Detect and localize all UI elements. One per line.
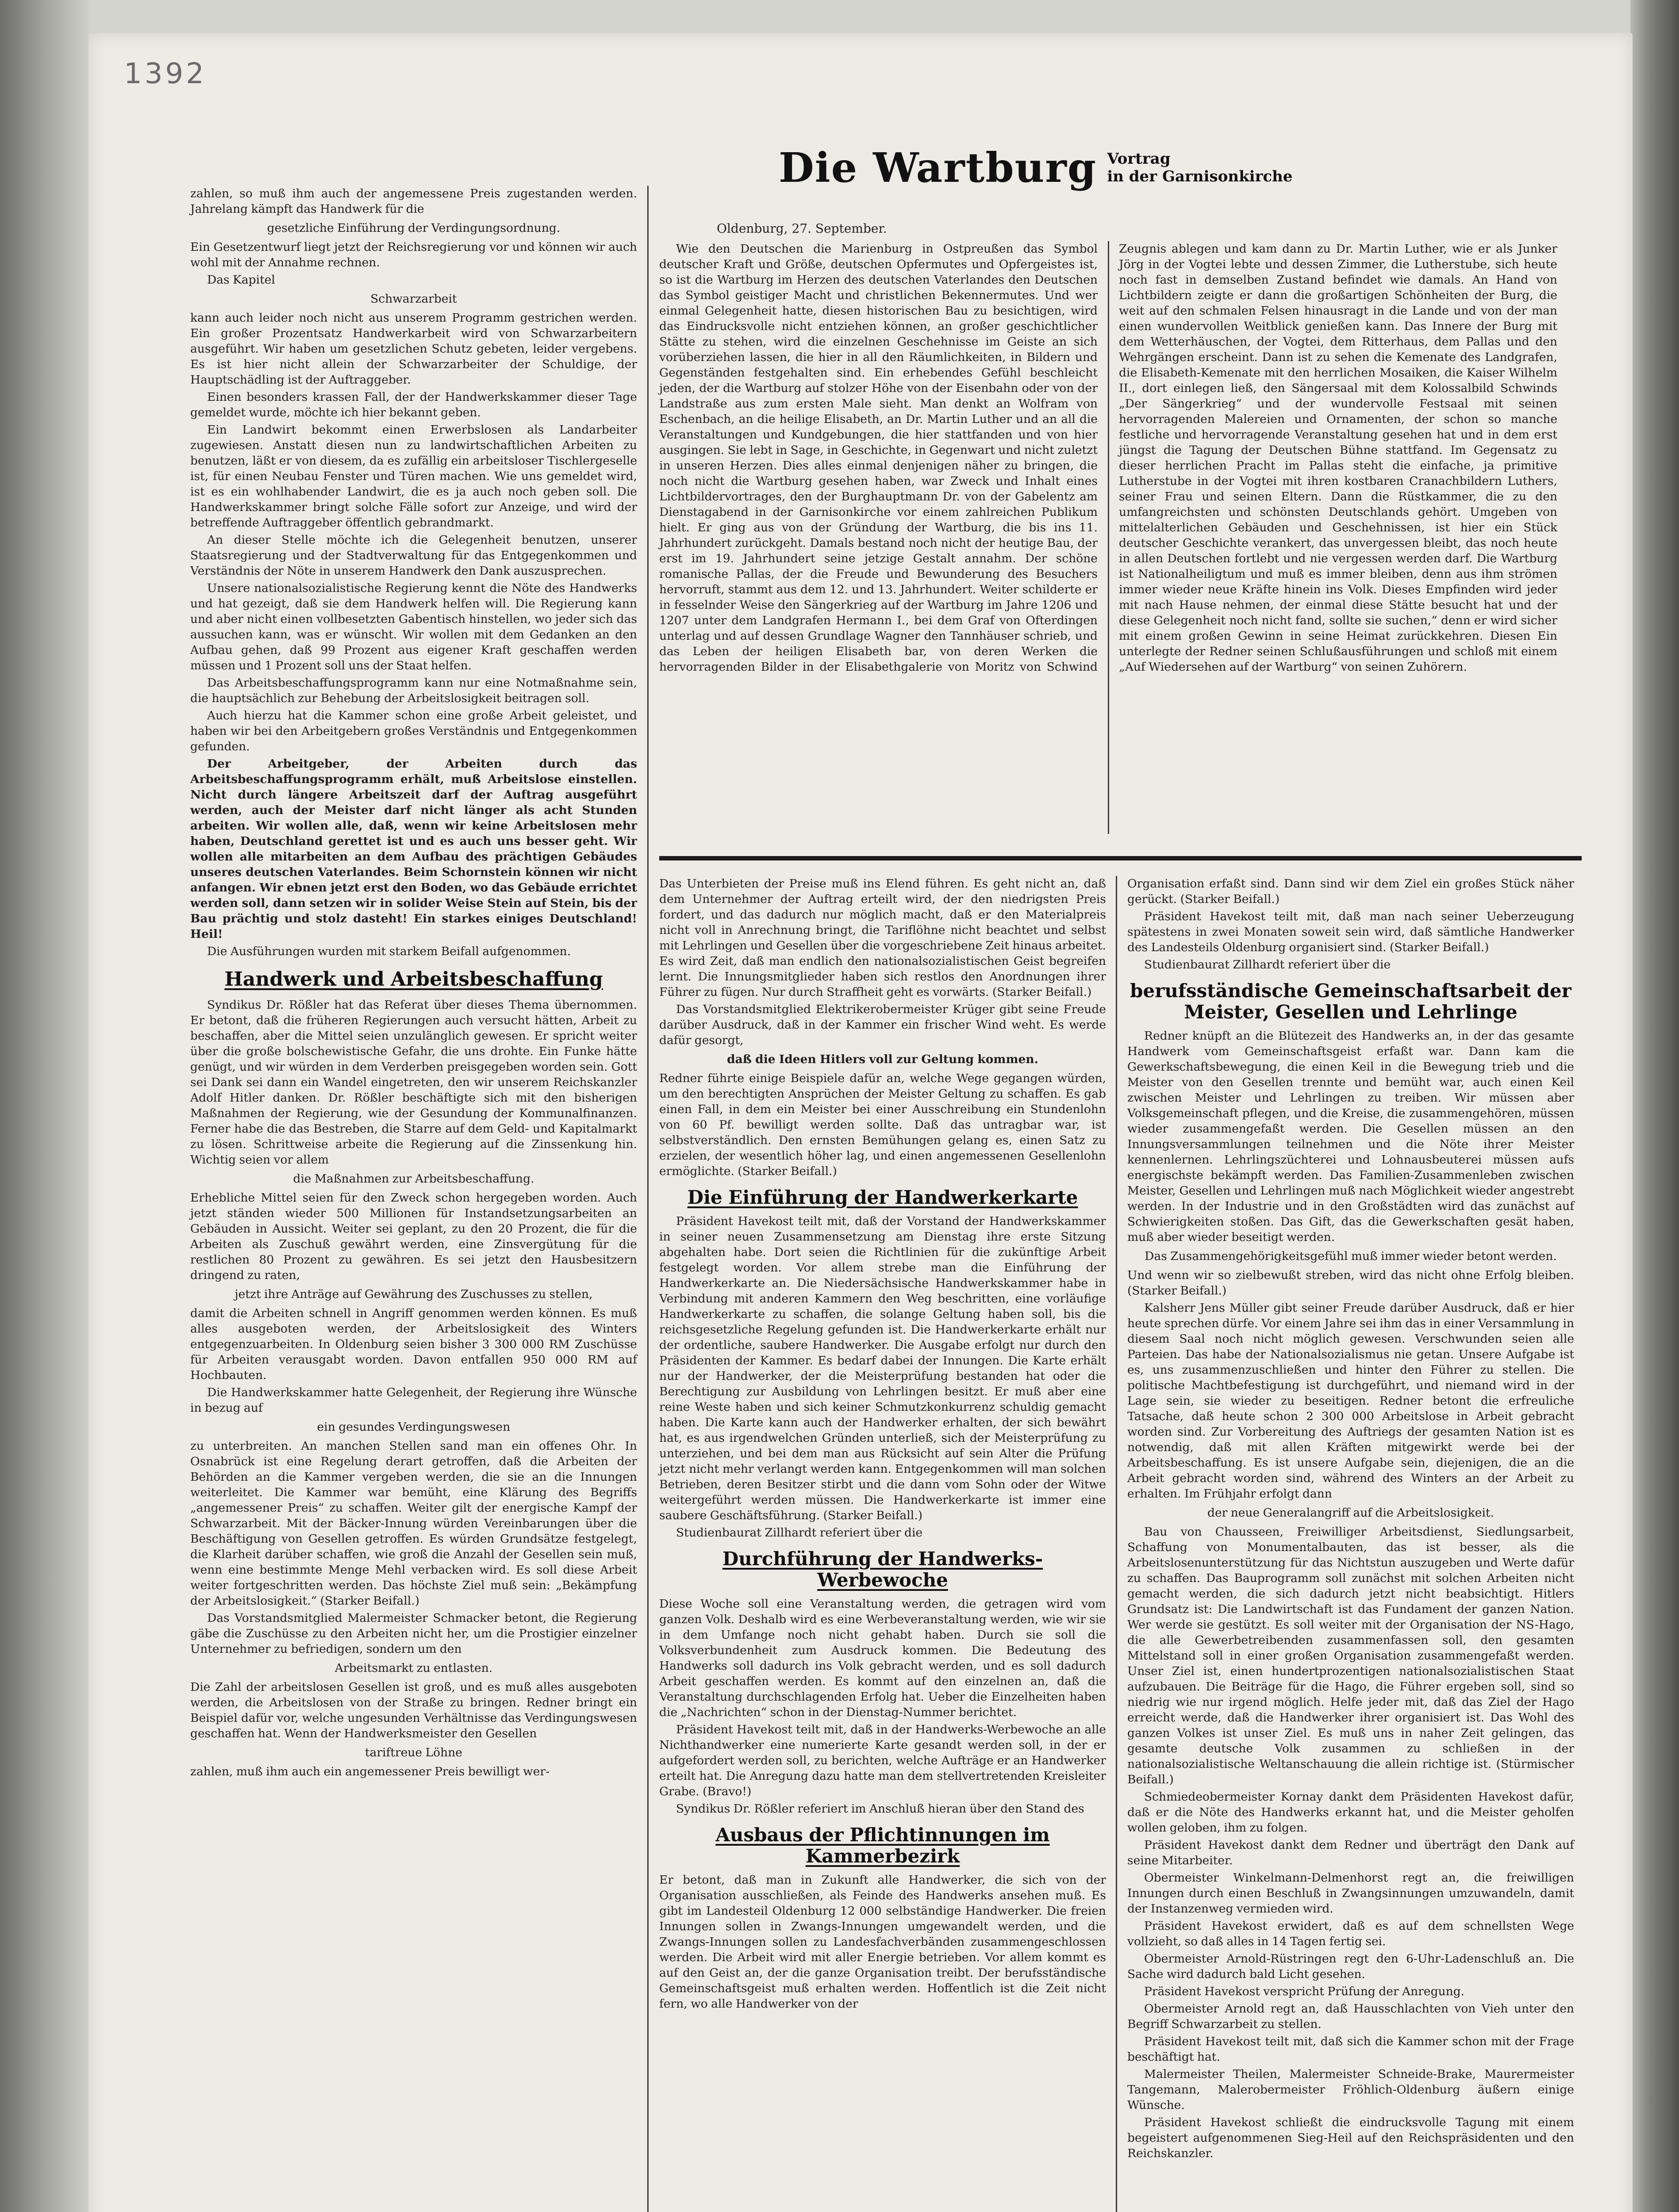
subheading: tariftreue Löhne [365,1746,462,1759]
paragraph: Und wenn wir so zielbewußt streben, wird das nicht ohne Erfolg bleiben. (Starker Beifall.) [1127,1268,1574,1298]
paragraph: kann auch leider noch nicht aus unserem Programm gestrichen werden. Ein großer Prozentsatz Handwerkarbeit wird von Schwarzarbeitern ausgeführt. Wir haben um gesetzlichen Schutz gebeten, leider vergebens. Es ist hier nicht allein der Schwarzarbeiter der Schuldige, der Hauptschädling ist der Auftraggeber. [190,311,637,387]
paragraph: Redner führte einige Beispiele dafür an, welche Wege gegangen würden, um den berechtigten Ansprüchen der Meister Geltung zu schaffen. Es gab einen Fall, in dem ein Meister bei einer Ausschreibung ein Stundenlohn von 60 Pf. bewilligt werden sollte. Daß das untragbar war, ist selbstverständlich. Den ernsten Bemühungen gelang es, einen Satz zu erzielen, der wesentlich höher lag, und einen angemessenen Gesellenlohn ermöglichte. (Starker Beifall.) [659,1071,1106,1178]
wartburg-article [659,241,1557,834]
paragraph: Präsident Havekost dankt dem Redner und überträgt den Dank auf seine Mitarbeiter. [1127,1838,1574,1867]
paragraph: Präsident Havekost teilt mit, daß man nach seiner Ueberzeugung spätestens in zwei Monaten soweit sein wird, daß sämtliche Handwerker des Landesteils Oldenburg organisiert sind. (Starker Beifall.) [1127,910,1574,954]
subheading: daß die Ideen Hitlers voll zur Geltung kommen. [727,1052,1038,1066]
paragraph: zahlen, muß ihm auch ein angemessener Preis bewilligt wer- [190,1765,550,1778]
page-number: 1392 [124,58,207,90]
paragraph: Studienbaurat Zillhardt referiert über die [1144,958,1391,972]
wartburg-masthead [779,144,1293,192]
paragraph: Unsere nationalsozialistische Regierung kennt die Nöte des Handwerks und hat gezeigt, daß sie dem Handwerk helfen will. Die Regierung kann und aber nicht einen vollbesetzten Gabentisch hinstellen, wo jeder sich das aussuchen kann, was er wünscht. Wir wollen mit dem Gedanken an den Aufbau gehen, daß 99 Prozent aus eigener Kraft geschaffen werden müssen und 1 Prozent soll uns der Staat helfen. [190,581,637,672]
paragraph: Das Unterbieten der Preise muß ins Elend führen. Es geht nicht an, daß dem Unternehmer der Auftrag erteilt wird, der den niedrigsten Preis fordert, und das dadurch nur möglich macht, daß er den Materialpreis nicht voll in Anrechnung bringt, die Tariflöhne nicht beachtet und selbst mit Lehrlingen und Gesellen über die vorgeschriebene Zeit hinaus arbeitet. Es wird Zeit, daß man endlich den nationalsozialistischen Geist begreifen lernt. Die Innungsmitglieder haben sich restlos den Anordnungen ihrer Führer zu fügen. Nur durch Straffheit geht es vorwärts. (Starker Beifall.) [659,877,1106,999]
paragraph: Syndikus Dr. Rößler referiert im Anschluß hieran über den Stand des [676,1802,1084,1816]
subheading: jetzt ihre Anträge auf Gewährung des Zuschusses zu stellen, [234,1287,593,1301]
paragraph: Auch hierzu hat die Kammer schon eine große Arbeit geleistet, und haben wir bei den Arbeitgebern großes Verständnis und Entgegenkommen gefunden. [190,709,637,753]
paragraph: zu unterbreiten. An manchen Stellen sand man ein offenes Ohr. In Osnabrück ist eine Regelung derart getroffen, daß die Arbeiten der Behörden an die Kammer vergeben werden, die sie an die Innungen weiterleitet. Die Kammer war bemüht, eine Klärung des Begriffs „angemessener Preis“ zu schaffen. Weiter gilt der energische Kampf der Schwarzarbeit. Mit der Bäcker-Innung würden Vereinbarungen über die Beschäftigung von Gesellen getroffen. Es würden Grundsätze festgelegt, die Klarheit darüber schaffen, wie groß die Anzahl der Gesellen sein muß, wenn eine bestimmte Menge Mehl verbacken wird. Es soll diese Arbeit weiter fortgeschritten werden. Das höchste Ziel muß sein: „Bekämpfung der Arbeitslosigkeit.“ (Starker Beifall.) [190,1439,637,1608]
paragraph: Präsident Havekost teilt mit, daß sich die Kammer schon mit der Frage beschäftigt hat. [1127,2035,1574,2064]
scan-shadow [0,0,88,2212]
paragraph: Die Handwerkskammer hatte Gelegenheit, der Regierung ihre Wünsche in bezug auf [190,1386,637,1415]
paragraph: Obermeister Arnold regt an, daß Hausschlachten von Vieh unter den Begriff Schwarzarbeit zu stellen. [1127,2002,1574,2031]
paragraph: Das Vorstandsmitglied Elektrikerobermeister Krüger gibt seine Freude darüber Ausdruck, daß in der Kammer ein frischer Wind weht. Es werde dafür gesorgt, [659,1002,1106,1047]
section-divider [659,856,1582,860]
subheading: der neue Generalangriff auf die Arbeitslosigkeit. [1207,1506,1494,1520]
paragraph: Schmiedeobermeister Kornay dankt dem Präsidenten Havekost dafür, daß er die Nöte des Handwerks erkannt hat, und die Meister geholfen wollen geloben, ihm zu folgen. [1127,1790,1574,1835]
paragraph: Das Arbeitsbeschaffungsprogramm kann nur eine Notmaßnahme sein, die hauptsächlich zur Behebung der Arbeitslosigkeit beitragen soll. [190,676,637,705]
paragraph: Präsident Havekost erwidert, daß es auf dem schnellsten Wege vollzieht, so daß alles in 14 Tagen fertig sei. [1127,1919,1574,1948]
paragraph: Ein Landwirt bekommt einen Erwerbslosen als Landarbeiter zugewiesen. Anstatt diesen nun zu landwirtschaftlichen Arbeiten zu benutzen, läßt er von diesem, da es zufällig ein arbeitsloser Tischlergeselle ist, für einen Neubau Fenster und Türen machen. Wie uns gemeldet wird, ist es ein wohlhabender Landwirt, die es ja auch noch geben soll. Die Handwerkskammer bringt solche Fälle sofort zur Anzeige, und wird der betreffende Auftraggeber öffentlich gebrandmarkt. [190,423,637,530]
paragraph: Erhebliche Mittel seien für den Zweck schon hergegeben worden. Auch jetzt ständen wieder 500 Millionen für Instandsetzungsarbeiten an Gebäuden in Aussicht. Weiter sei geplant, zu den 20 Prozent, die für die Arbeiten als Zuschuß gewährt werden, eine Zinsvergütung für die restlichen 80 Prozent zu gewähren. Es sei jetzt den Hausbesitzern dringend zu raten, [190,1191,637,1282]
subheading: Das Zusammengehörigkeitsgefühl muß immer wieder betont werden. [1145,1249,1557,1263]
paragraph: Kalsherr Jens Müller gibt seiner Freude darüber Ausdruck, daß er hier heute sprechen dürfe. Vor einem Jahre sei ihm das in einer Versammlung in diesem Saal noch nicht möglich gewesen. Verschwunden seien alle Parteien. Das habe der Nationalsozialismus nie getan. Unsere Aufgabe ist es, uns zusammenzuschließen und hinter den Führer zu stellen. Die politische Machtbefestigung ist durchgeführt, und niemand wird in der Lage sein, sie wieder zu beseitigen. Redner betont die erfreuliche Tatsache, daß heute schon 2 300 000 Arbeitslose in Arbeit gebracht worden sind. Zur Vorbereitung des Auftriegs der gesamten Nation ist es notwendig, daß mit allen Kräften mitgewirkt werde bei der Arbeitsbeschaffung. Es ist unsere Aufgabe sein, diejenigen, die an die Arbeit gebracht worden sind, während des Winters an der Arbeit zu erhalten. Im Frühjahr erfolgt dann [1127,1301,1574,1501]
dateline: Oldenburg, 27. September. [717,221,887,236]
column-middle [659,876,1106,2013]
paragraph: Malermeister Theilen, Malermeister Schneide-Brake, Maurermeister Tangemann, Malerobermeister Fröhlich-Oldenburg äußern einige Wünsche. [1127,2067,1574,2112]
paragraph: Das Vorstandsmitglied Malermeister Schmacker betont, die Regierung gäbe die Zuschüsse zu den Arbeiten nicht her, um die Prostigier einzelner Unternehmer zu befriedigen, sondern um den [190,1611,637,1656]
section-heading: berufsständische Gemeinschaftsarbeit der Meister, Gesellen und Lehrlinge [1130,980,1571,1023]
column-right [1127,876,1574,2163]
paragraph: Er betont, daß man in Zukunft alle Handwerker, die sich von der Organisation ausschließen, als Feinde des Handwerks ansehen muß. Es gibt im Landesteil Oldenburg 12 000 selbständige Handwerker. Die freien Innungen sollen in Zwangs-Innungen umgewandelt werden, und die Zwangs-Innungen sollen zu Landesfachverbänden zusammengeschlossen werden. Die Arbeit wird mit aller Energie betrieben. Vor allem kommt es auf den Geist an, der die ganze Organisation treibt. Der berufsständische Gemeinschaftsgeist muß erhalten werden. Hoffentlich ist die Zeit nicht fern, wo alle Handwerker von der [659,1873,1106,2011]
paragraph: Syndikus Dr. Rößler hat das Referat über dieses Thema übernommen. Er betont, daß die früheren Regierungen auch versucht hätten, Arbeit zu beschaffen, aber die Mittel seien unzulänglich gewesen. Er spricht weiter über die große bolschewistische Gefahr, die uns drohte. Ein Funke hätte genügt, und wir würden in dem Verderben preisgegeben worden sein. Gott sei Dank sei dann ein Wandel eingetreten, den wir unserem Reichskanzler Adolf Hitler danken. Dr. Rößler beschäftigte sich mit den bisherigen Maßnahmen der Regierung, wie der Gesundung der Kommunalfinanzen. Ferner habe die das Bestreben, die Starre auf dem Geld- und Kapitalmarkt zu lösen. Schrittweise arbeite die Regierung auf die Zinssenkung hin. Wichtig seien vor allem [190,998,637,1167]
paragraph: Ein Gesetzentwurf liegt jetzt der Reichsregierung vor und können wir auch wohl mit der Annahme rechnen. [190,240,637,269]
column-rule [647,186,649,2212]
paragraph: Die Ausführungen wurden mit starkem Beifall aufgenommen. [207,945,571,958]
paragraph: Studienbaurat Zillhardt referiert über die [676,1526,923,1540]
subheading: die Maßnahmen zur Arbeitsbeschaffung. [293,1172,534,1186]
paragraph: Präsident Havekost verspricht Prüfung der Anregung. [1144,1985,1465,1998]
paragraph: Das Kapitel [207,273,275,287]
subheading: ein gesundes Verdingungswesen [317,1420,511,1434]
wartburg-title: Die Wartburg [779,144,1097,192]
paragraph: zahlen, so muß ihm auch der angemessene Preis zugestanden werden. Jahrelang kämpft das Handwerk für die [190,187,637,216]
paragraph: Präsident Havekost teilt mit, daß in der Handwerks-Werbewoche an alle Nichthandwerker eine numerierte Karte gesandt werden soll, in der er aufgefordert werden soll, zu berichten, welche Aufträge er an Handwerker erteilt hat. Die Anregung dazu hatte man dem stellvertretenden Kreisleiter Grabe. (Bravo!) [659,1723,1106,1798]
paragraph: Wie den Deutschen die Marienburg in Ostpreußen das Symbol deutscher Kraft und Größe, deutschen Opfermutes und Opfergeistes ist, so ist die Wartburg im Herzen des deutschen Vaterlandes den Deutschen das Symbol geistiger Macht und christlichen Bekennermutes. Und wer einmal Gelegenheit hatte, diesen historischen Bau zu besichtigen, wird das Eindrucksvolle nicht entziehen können, an großer geschichtlicher Stätte zu stehen, wird die einzelnen Geschehnisse im Geiste an sich vorüberziehen lassen, die hier in all den Räumlichkeiten, in Bildern und Gegenständen festgehalten sind. Ein erhebendes Gefühl beschleicht jeden, der die Wartburg auf stolzer Höhe von der Eisenbahn oder von der Landstraße aus zum ersten Male sieht. Man denkt an Wolfram von Eschenbach, an die heilige Elisabeth, an Dr. Martin Luther und an all die Veranstaltungen und Kundgebungen, die hier stattfanden und von hier ausgingen. Sie lebt in Sage, in Geschichte, in Gegenwart und nicht zuletzt in unseren Herzen. Dies alles einmal denjenigen näher zu bringen, die noch nicht die Wartburg gesehen haben, war Zweck und Inhalt eines Lichtbildervortrages, den der Burghauptmann Dr. von der Gabelentz am Dienstagabend in der Garnisonkirche vor einem zahlreichen Publikum hielt. Er ging aus von der Gründung der Wartburg, die bis ins 11. Jahrhundert zurückgeht. Damals bestand noch nicht der heutige Bau, der erst im 19. Jahrhundert seine jetzige Gestalt annahm. Der schöne romanische Pallas, der die Freude und Bewunderung des Besuchers hervorruft, stammt aus dem 12. und 13. Jahrhundert. Weiter schilderte er in fesselnder Weise den Sängerkrieg auf der Wartburg im Jahre 1206 und 1207 unter dem Landgrafen Hermann I., bei dem Graf von Ofterdingen unterlag und auf dessen Grundlage Wagner den Tannhäuser schrieb, und das Leben der heiligen Elisabeth bar, von deren Werken die hervorragenden Bilder in der Elisabethgalerie von Moritz von Schwind Zeugnis ablegen und kam dann zu Dr. Martin Luther, wie er als Junker Jörg in der Vogtei lebte und dessen Zimmer, die Lutherstube, sich heute noch fast in demselben Zustand befindet wie damals. An Hand von Lichtbildern zeigte er dann die großartigen Schönheiten der Burg, die weit auf den schmalen Felsen hinausragt in die Lande und von der man einen wundervollen Weitblick genießen kann. Das Innere der Burg mit dem Wetterhäuschen, der Vogtei, dem Ritterhaus, dem Pallas und den Wehrgängen erscheint. Dann ist zu sehen die Kemenate des Landgrafen, die Elisabeth-Kemenate mit den herrlichen Mosaiken, die Kaiser Wilhelm II., dort einlegen ließ, den Sängersaal mit dem Kolossalbild Schwinds „Der Sängerkrieg“ und der wundervolle Festsaal mit seinen hervorragenden Malereien und Ornamenten, der schon so manche festliche und hervorragende Veranstaltung gesehen hat und in dem erst jüngst die Tagung der Deutschen Bühne stattfand. Im Gegensatz zu dieser herrlichen Pracht im Pallas steht die einfache, ja primitive Lutherstube in der Vogtei mit ihren kostbaren Cranachbildern Luthers, seiner Frau und seinen Eltern. Dann die Rüstkammer, die zu den umfangreichsten und schönsten Deutschlands gehört. Umgeben von mittelalterlichen Gebäuden und Geschehnissen, ist hier ein Stück deutscher Geschichte verankert, das unvergessen bleibt, das noch heute in allen Deutschen fortlebt und nie vergessen werden darf. Die Wartburg ist Nationalheiligtum und muß es immer bleiben, denn aus ihm strömen immer wieder neue Kräfte hinein ins Volk. Dieses Empfinden wird jeder mit nach Hause nehmen, der einmal diese Stätte besucht hat und der diese Gelegenheit noch nicht fand, sollte sie suchen,“ denn er wird sicher mit einem großen Gewinn in seine Heimat zurückkehren. Diesen Ein unterlegte der Redner seinen Schlußausführungen und schloß mit einem „Auf Wiedersehen auf der Wartburg“ von seinen Zuhörern. [659,242,1557,674]
paragraph: Redner knüpft an die Blütezeit des Handwerks an, in der das gesamte Handwerk vom Gemeinschaftsgeist erfaßt war. Dann kam die Gewerkschaftsbewegung, die einen Keil in die Bewegung trieb und die Meister von den Gesellen trennte und bemüht war, auch einen Keil zwischen Meister und Lehrlingen zu treiben. Wir müssen aber Volksgemeinschaft pflegen, und die Kreise, die zusammengehören, müssen wieder zusammengefaßt werden. Die Gesellen müssen an den Innungsversammlungen teilnehmen und die Nöte ihrer Meister kennenlernen. Lehrlingszüchterei und Lohnausbeuterei müssen aufs energischste bekämpft werden. Das Familien-Zusammenleben zwischen Meister, Gesellen und Lehrlingen muß nach Möglichkeit wieder angestrebt werden. In der Industrie und in den Großstädten wird das zunächst auf Schwierigkeiten stoßen. Das Gift, das die Gewerkschaften gesät haben, muß aber wieder beseitigt werden. [1127,1029,1574,1244]
column-rule [1116,876,1117,2212]
paragraph: Die Zahl der arbeitslosen Gesellen ist groß, und es muß alles ausgeboten werden, die Arbeitslosen von der Straße zu bringen. Redner bringt ein Beispiel dafür vor, welche ungesunden Verhältnisse das Verdingungswesen geschaffen hat. Wenn der Handwerksmeister den Gesellen [190,1680,637,1740]
subheading: gesetzliche Einführung der Verdingungsordnung. [267,221,561,235]
wartburg-subtitle: Vortrag in der Garnisonkirche [1107,150,1293,185]
paragraph: Einen besonders krassen Fall, der der Handwerkskammer dieser Tage gemeldet wurde, möchte ich hier bekannt geben. [190,390,637,419]
paragraph: Bau von Chausseen, Freiwilliger Arbeitsdienst, Siedlungsarbeit, Schaffung von Monumentalbauten, das ist besser, als die Arbeitslosenunterstützung für das Nichtstun auszugeben und Werte dafür zu schaffen. Das Bauprogramm soll zunächst mit solchen Arbeiten nicht gemacht werden, die sich dadurch jetzt nicht beabsichtigt. Hitlers Grundsatz ist: Die Landwirtschaft ist das Fundament der ganzen Nation. Wer werde sie gestützt. Es soll weiter mit der Organisation der NS-Hago, die alle Gewerbetreibenden zusammenfassen soll, den gesamten Mittelstand soll in einer großen Organisation zusammengefaßt werden. Unser Ziel ist, einen hundertprozentigen nationalsozialistischen Staat aufzubauen. Die Beiträge für die Hago, die Führer ergeben soll, sind so niedrig wie nur irgend möglich. Helfe jeder mit, daß das Ziel der Hago erreicht werde, daß die Handwerker ihrer organisiert ist. Das Wohl des ganzen Volkes ist unser Ziel. Es muß uns in naher Zeit gelingen, das gesamte deutsche Volk zusammen zu schließen in der nationalsozialistische Weltanschauung die allein richtige ist. (Stürmischer Beifall.) [1127,1525,1574,1786]
subheading: Schwarzarbeit [370,292,457,306]
section-heading: Durchführung der Handwerks-Werbewoche [722,1548,1043,1591]
paragraph: Präsident Havekost schließt die eindrucksvolle Tagung mit einem begeistert aufgenommenen Sieg-Heil auf den Reichspräsidenten und den Reichskanzler. [1127,2116,1574,2160]
paragraph: Obermeister Arnold-Rüstringen regt den 6-Uhr-Ladenschluß an. Die Sache wird dadurch bald Licht gesehen. [1127,1952,1574,1981]
section-heading: Die Einführung der Handwerkerkarte [687,1187,1078,1208]
paragraph: Präsident Havekost teilt mit, daß der Vorstand der Handwerkskammer in seiner neuen Zusammensetzung am Dienstag ihre erste Sitzung abgehalten habe. Dort seien die Richtlinien für die zukünftige Arbeit festgelegt worden. Vor allem strebe man die Einführung der Handwerkerkarte an. Die Niedersächsische Handwerkskammer habe in Verbindung mit anderen Kammern den Weg beschritten, eine vorläufige Handwerkerkarte zu schaffen, die solange Geltung haben soll, bis die reichsgesetzliche Regelung gefunden ist. Die Handwerkerkarte erhält nur der ordentliche, saubere Handwerker. Die Ausgabe erfolgt nur durch den Präsidenten der Kammer. Es bedarf dabei der Innungen. Die Karte erhält nur der Handwerker, der die Meisterprüfung bestanden hat oder die Berechtigung zur Ausbildung von Lehrlingen besitzt. Er muß aber eine reine Weste haben und sich keiner Schmutzkonkurrenz schuldig gemacht haben. Die Karte kann auch der Handwerker erhalten, der sich bewährt hat, es aus irgendwelchen Gründen unterließ, sich der Meisterprüfung zu unterziehen, und bei dem man aus Rücksicht auf sein Alter die Prüfung jetzt nicht mehr verlangt werden kann. Entgegenkommen will man solchen Betrieben, deren Besitzer stirbt und die dann vom Sohn oder der Witwe weitergeführt werden müssen. Die Handwerkerkarte ist immer eine saubere Geschäftsführung. (Starker Beifall.) [659,1214,1106,1522]
section-heading: Handwerk und Arbeitsbeschaffung [224,968,603,991]
column-left [190,186,637,1781]
paragraph: damit die Arbeiten schnell in Angriff genommen werden können. Es muß alles ausgeboten werden, der Arbeitslosigkeit des Winters entgegenzuarbeiten. In Oldenburg seien bisher 3 300 000 RM Zuschüsse für Arbeiten verausgabt worden. Davon entfallen 950 000 RM auf Hochbauten. [190,1306,637,1382]
section-heading: Ausbaus der Pflichtinnungen im Kammerbezirk [715,1824,1050,1867]
paragraph: Diese Woche soll eine Veranstaltung werden, die getragen wird vom ganzen Volk. Deshalb wird es eine Werbeveranstaltung werden, wie wir sie in dem Umfange noch nicht gehabt haben. Durch sie soll die Volksverbundenheit zum Ausdruck kommen. Die Bedeutung des Handwerks soll dadurch ins Volk gebracht werden, und es soll dadurch Arbeit geschaffen werden. Es kommt auf den einzelnen an, daß die Veranstaltung durchschlagenden Erfolg hat. Ueber die Einzelheiten haben die „Nachrichten“ schon in der Dienstag-Nummer berichtet. [659,1597,1106,1719]
paragraph: Der Arbeitgeber, der Arbeiten durch das Arbeitsbeschaffungsprogramm erhält, muß Arbeitslose einstellen. Nicht durch längere Arbeitszeit darf der Auftrag ausgeführt werden, auch der Meister darf nicht länger als acht Stunden arbeiten. Wir wollen alle, daß, wenn wir keine Arbeitslosen mehr haben, Deutschland gerettet ist und es auch uns besser geht. Wir wollen alle mitarbeiten an dem Aufbau des prächtigen Gebäudes unseres deutschen Vaterlandes. Beim Schornstein können wir nicht anfangen. Wir ebnen jetzt erst den Boden, wo das Gebäude errichtet werden soll, dann setzen wir in solider Weise Stein auf Stein, bis der Bau prächtig und stolz dasteht! Ein starkes einiges Deutschland! Heil! [190,757,637,941]
paragraph: Obermeister Winkelmann-Delmenhorst regt an, die freiwilligen Innungen durch einen Beschluß in Zwangsinnungen umzuwandeln, damit der Instanzenweg vermieden wird. [1127,1871,1574,1916]
page-edge [1630,0,1679,2212]
subheading: Arbeitsmarkt zu entlasten. [334,1661,493,1675]
paragraph: An dieser Stelle möchte ich die Gelegenheit benutzen, unserer Staatsregierung und der Stadtverwaltung für das Entgegenkommen und Verständnis der Nöte in unserem Handwerk den Dank auszusprechen. [190,533,637,578]
paragraph: Organisation erfaßt sind. Dann sind wir dem Ziel ein großes Stück näher gerückt. (Starker Beifall.) [1127,877,1574,906]
